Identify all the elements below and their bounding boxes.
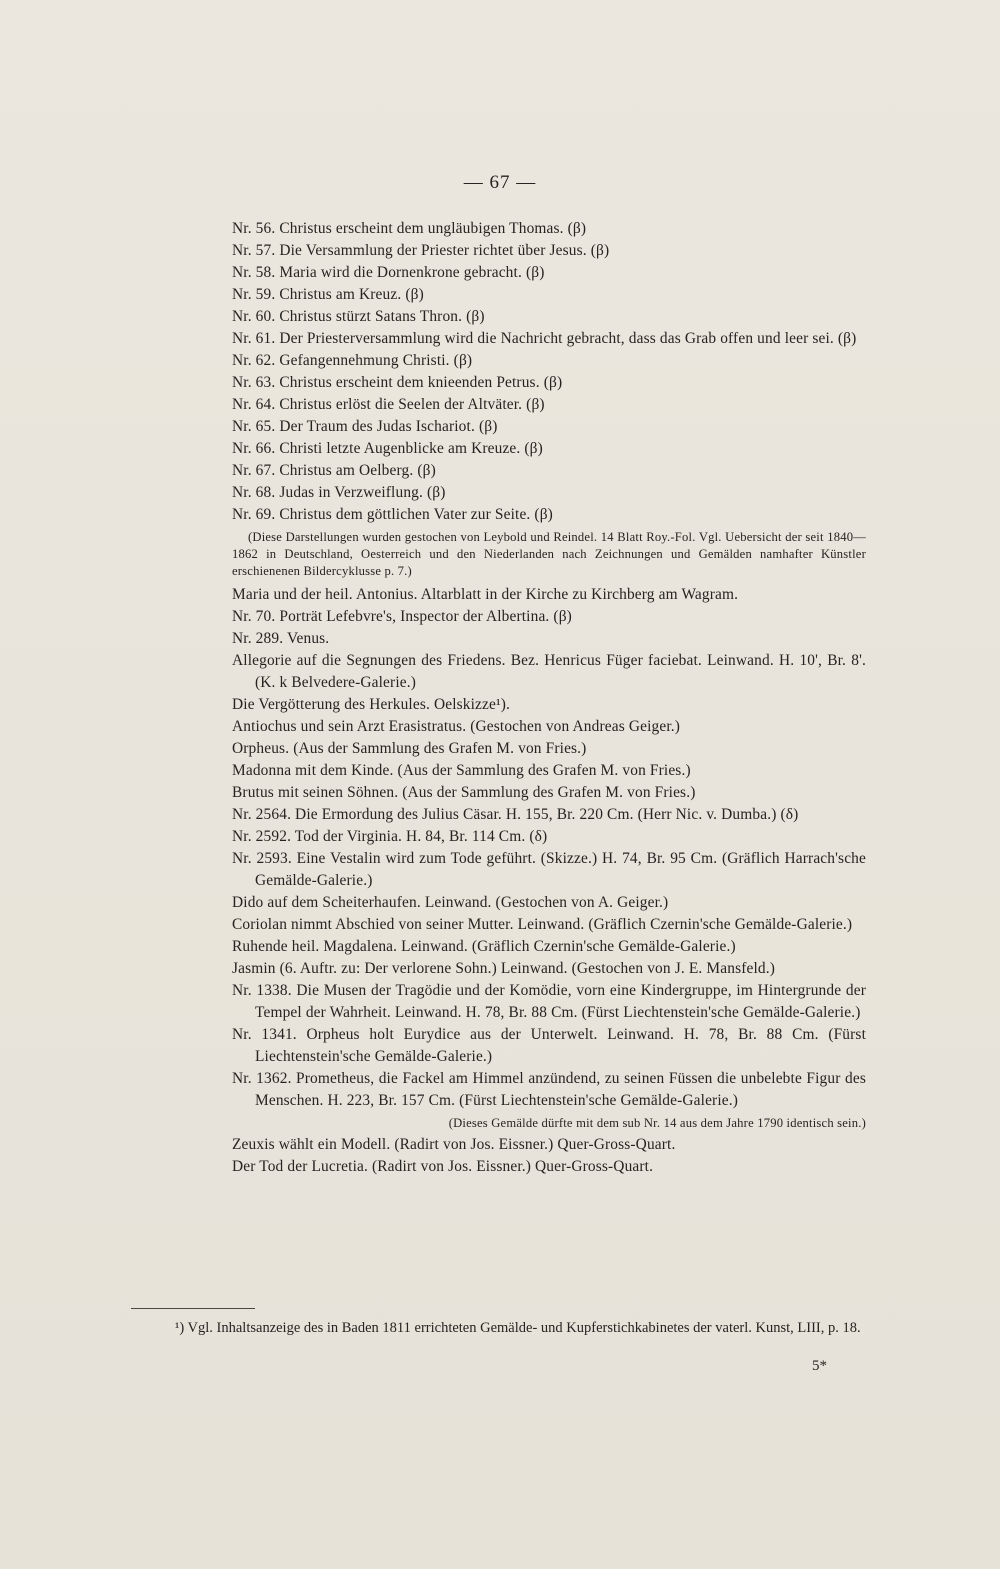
footnote: ¹) Vgl. Inhaltsanzeige des in Baden 1811 errichteten Gemälde- und Kupferstichkabinetes der vaterl. Kunst, LIII, p. 18. [175,1320,861,1336]
catalog-entry: Nr. 2592. Tod der Virginia. H. 84, Br. 114 Cm. (δ) [232,828,548,845]
catalog-entry: Nr. 57. Die Versammlung der Priester richtet über Jesus. (β) [232,242,610,259]
catalog-entry: Nr. 67. Christus am Oelberg. (β) [232,462,436,479]
catalog-entry: Nr. 59. Christus am Kreuz. (β) [232,286,424,303]
catalog-entry: Nr. 66. Christi letzte Augenblicke am Kreuze. (β) [232,440,543,457]
catalog-entry: Antiochus und sein Arzt Erasistratus. (Gestochen von Andreas Geiger.) [232,718,681,735]
catalog-entry: Madonna mit dem Kinde. (Aus der Sammlung des Grafen M. von Fries.) [232,762,691,779]
catalog-entry: Nr. 64. Christus erlöst die Seelen der Altväter. (β) [232,396,545,413]
catalog-entry: Brutus mit seinen Söhnen. (Aus der Sammlung des Grafen M. von Fries.) [232,784,696,801]
catalog-entry: Nr. 56. Christus erscheint dem ungläubigen Thomas. (β) [232,220,587,237]
catalog-entry: Ruhende heil. Magdalena. Leinwand. (Gräflich Czernin'sche Gemälde-Galerie.) [232,938,736,955]
catalog-entry: Nr. 70. Porträt Lefebvre's, Inspector der Albertina. (β) [232,608,572,625]
catalog-entry: Orpheus. (Aus der Sammlung des Grafen M. von Fries.) [232,740,587,757]
catalog-entry: Nr. 2593. Eine Vestalin wird zum Tode geführt. (Skizze.) H. 74, Br. 95 Cm. (Gräflich Harrach'sche Gemälde-Galerie.) [232,850,866,889]
catalog-entry: Nr. 69. Christus dem göttlichen Vater zur Seite. (β) [232,506,553,523]
catalog-entry: Zeuxis wählt ein Modell. (Radirt von Jos. Eissner.) Quer-Gross-Quart. [232,1136,676,1153]
entry-list [232,218,866,1178]
catalog-entry: Nr. 2564. Die Ermordung des Julius Cäsar. H. 155, Br. 220 Cm. (Herr Nic. v. Dumba.) (δ) [232,806,799,823]
catalog-entry: Jasmin (6. Auftr. zu: Der verlorene Sohn.) Leinwand. (Gestochen von J. E. Mansfeld.) [232,960,776,977]
catalog-entry: Coriolan nimmt Abschied von seiner Mutter. Leinwand. (Gräflich Czernin'sche Gemälde-Galerie.) [232,916,853,933]
catalog-entry: Nr. 58. Maria wird die Dornenkrone gebracht. (β) [232,264,545,281]
signature-mark: 5* [812,1358,827,1374]
editorial-note: (Diese Darstellungen wurden gestochen von Leybold und Reindel. 14 Blatt Roy.-Fol. Vgl. Uebersicht der seit 1840—1862 in Deutschland, Oesterreich und den Niederlanden nach Zeichnungen und Gemälden namhafter Künstler erschienenen Bildercyklusse p. 7.) [232,530,866,578]
catalog-entry: Der Tod der Lucretia. (Radirt von Jos. Eissner.) Quer-Gross-Quart. [232,1158,654,1175]
catalog-entry: Nr. 68. Judas in Verzweiflung. (β) [232,484,446,501]
catalog-entry: Die Vergötterung des Herkules. Oelskizze¹). [232,696,511,713]
catalog-entry: Nr. 1338. Die Musen der Tragödie und der Komödie, vorn eine Kindergruppe, im Hintergrunde der Tempel der Wahrheit. Leinwand. H. 78, Br. 88 Cm. (Fürst Liechtenstein'sche Gemälde-Galerie.) [232,982,866,1021]
catalog-entry: Dido auf dem Scheiterhaufen. Leinwand. (Gestochen von A. Geiger.) [232,894,669,911]
catalog-entry: Maria und der heil. Antonius. Altarblatt in der Kirche zu Kirchberg am Wagram. [232,586,739,603]
page-number: — 67 — [463,172,537,193]
catalog-entry: Nr. 61. Der Priesterversammlung wird die Nachricht gebracht, dass das Grab offen und leer sei. (β) [232,330,857,347]
catalog-entry: Nr. 60. Christus stürzt Satans Thron. (β) [232,308,485,325]
catalog-entry: Nr. 63. Christus erscheint dem knieenden Petrus. (β) [232,374,563,391]
catalog-entry: Nr. 62. Gefangennehmung Christi. (β) [232,352,473,369]
catalog-entry: Nr. 289. Venus. [232,630,330,647]
footnote-rule [131,1308,255,1309]
editorial-note: (Dieses Gemälde dürfte mit dem sub Nr. 14 aus dem Jahre 1790 identisch sein.) [448,1116,866,1130]
catalog-entry: Allegorie auf die Segnungen des Friedens. Bez. Henricus Füger faciebat. Leinwand. H. 10', Br. 8'. (K. k Belvedere-Galerie.) [232,652,866,691]
catalog-entry: Nr. 65. Der Traum des Judas Ischariot. (β) [232,418,498,435]
catalog-entry: Nr. 1341. Orpheus holt Eurydice aus der Unterwelt. Leinwand. H. 78, Br. 88 Cm. (Fürst Liechtenstein'sche Gemälde-Galerie.) [232,1026,866,1065]
catalog-entry: Nr. 1362. Prometheus, die Fackel am Himmel anzündend, zu seinen Füssen die unbelebte Figur des Menschen. H. 223, Br. 157 Cm. (Fürst Liechtenstein'sche Gemälde-Galerie.) [232,1070,866,1109]
